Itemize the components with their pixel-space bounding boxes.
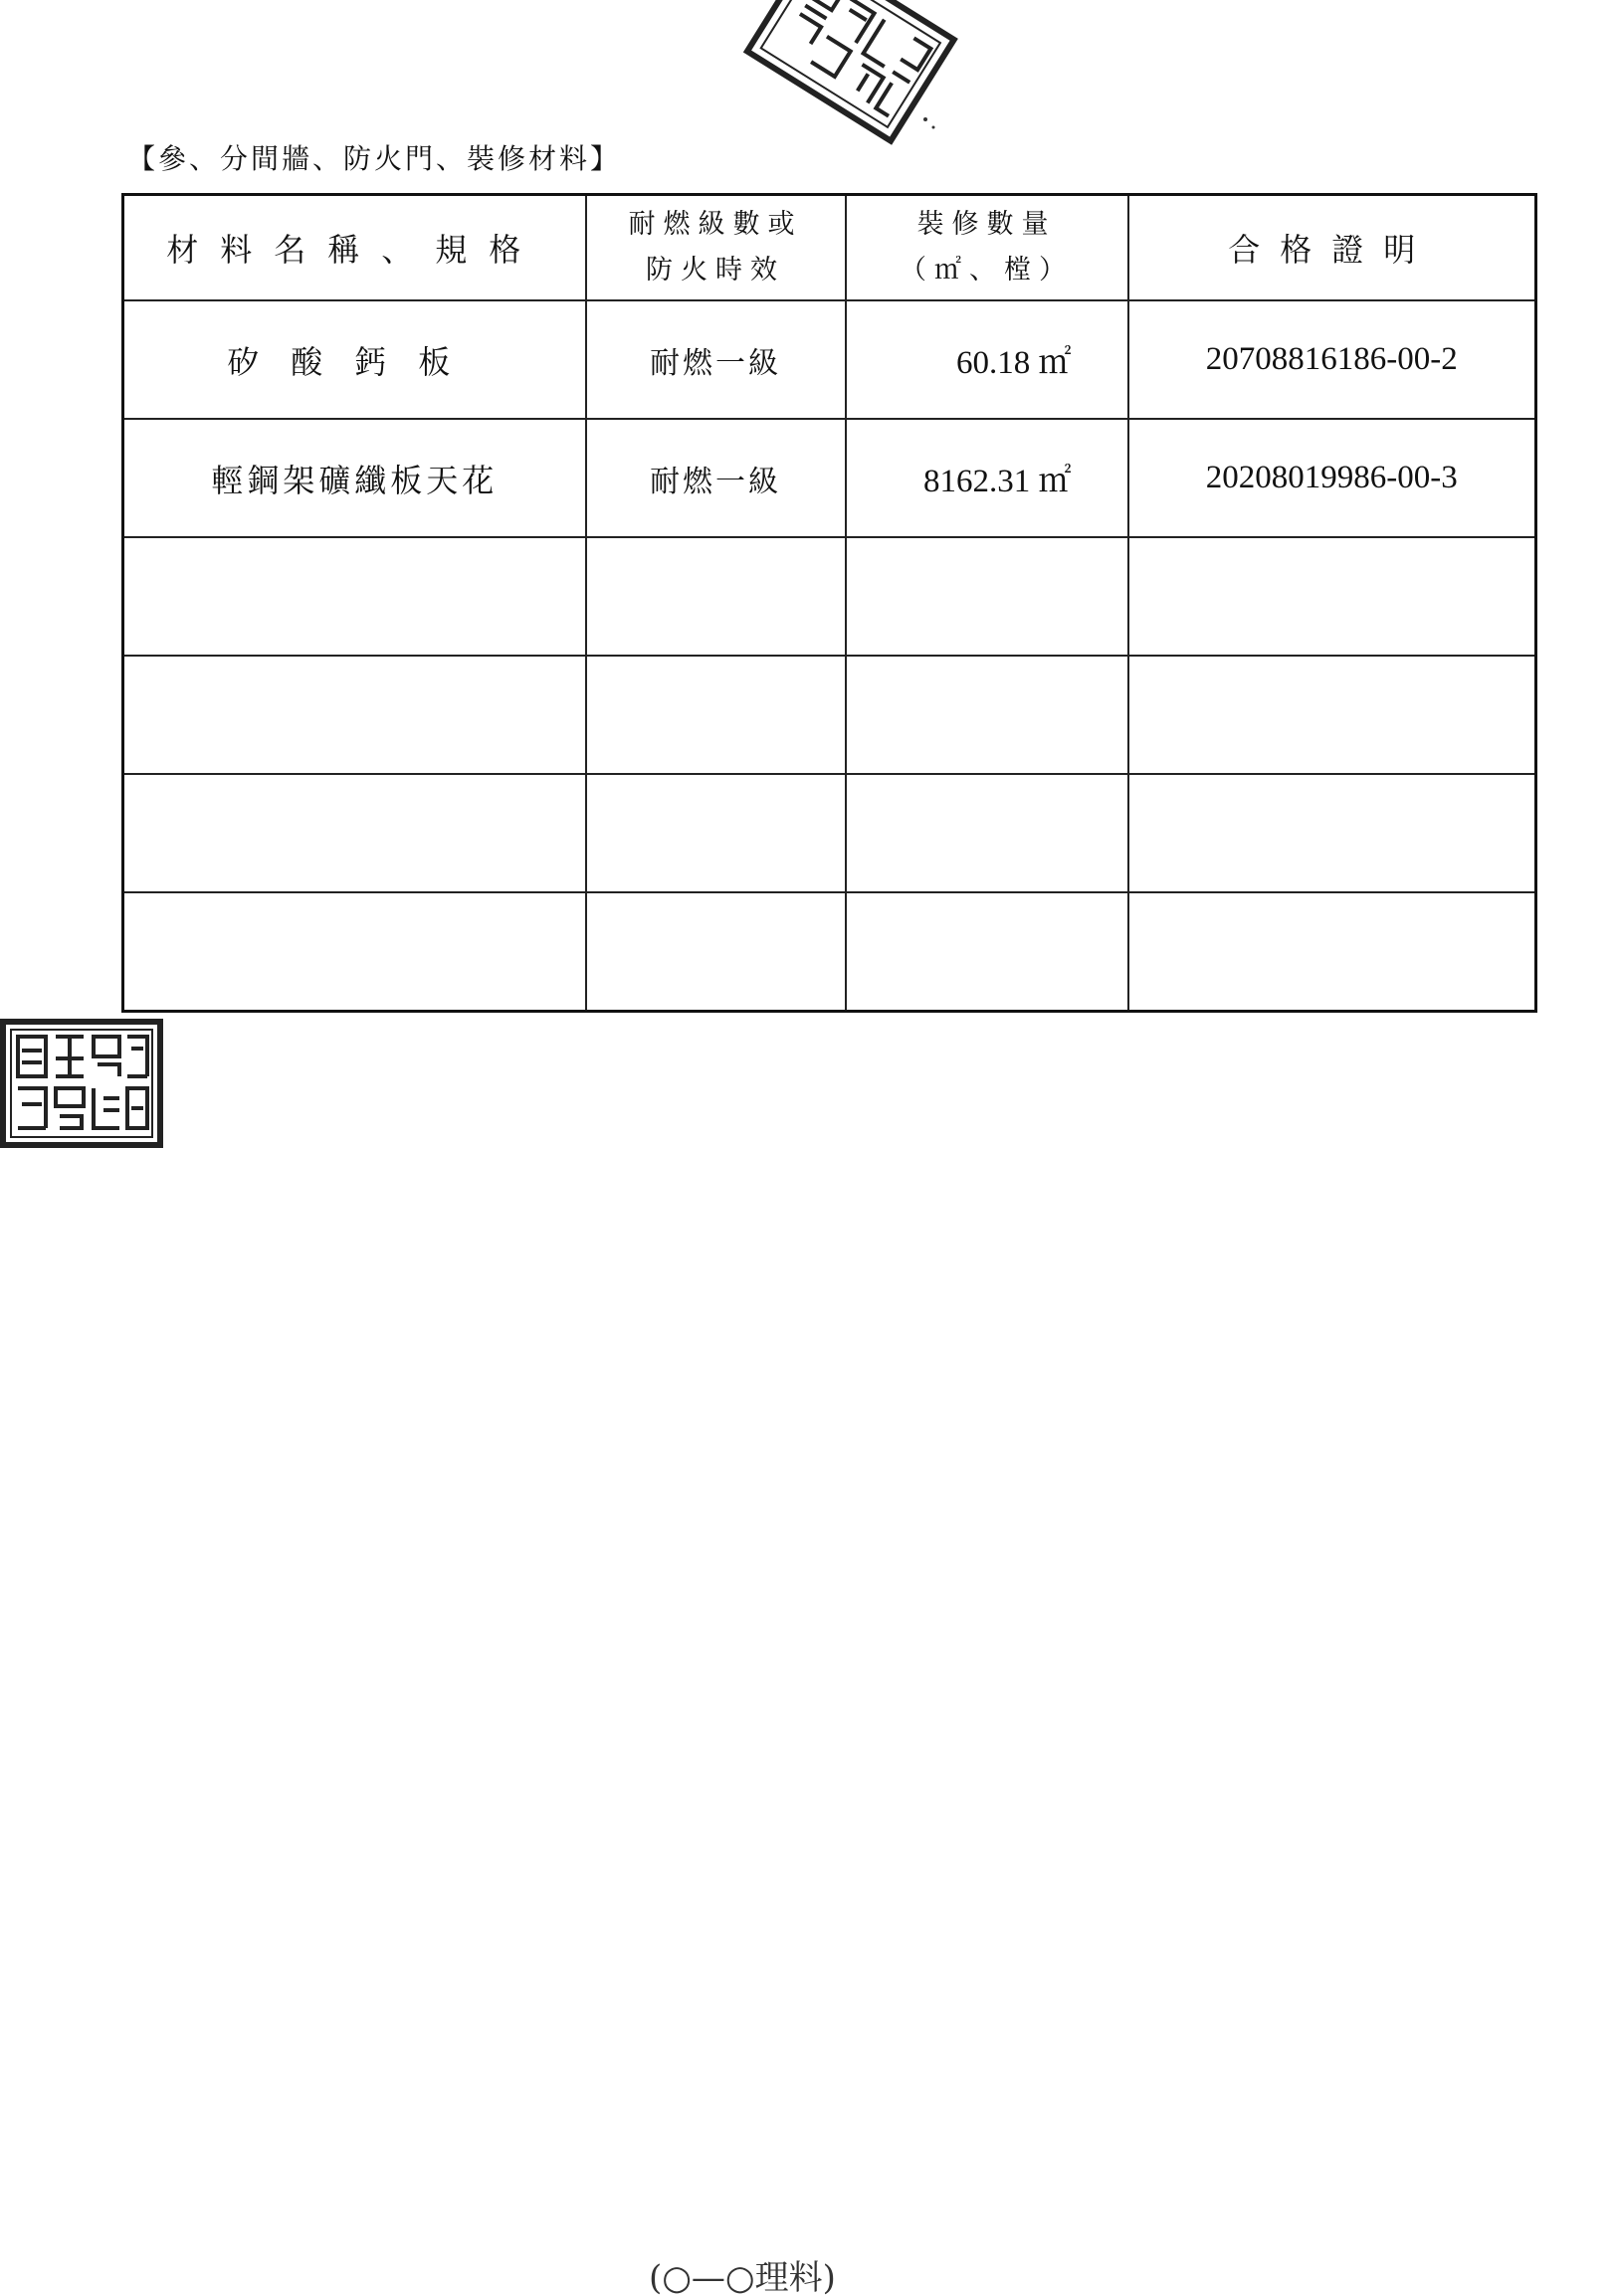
cell-quantity (846, 537, 1128, 656)
cell-certificate: 20708816186-00-2 (1128, 300, 1536, 419)
cell-quantity (846, 656, 1128, 774)
cell-fire-grade (586, 774, 846, 892)
cell-fire-grade: 耐燃一級 (586, 419, 846, 537)
header-quantity (846, 195, 1128, 301)
table-row (123, 419, 1536, 537)
cell-quantity (846, 892, 1128, 1012)
seal-stamp-footer: (○—○理料) (649, 2258, 836, 2296)
header-quantity-line1: 裝修數量 (916, 209, 1057, 240)
seal-stamp-top (697, 0, 975, 149)
cell-material-name: 矽酸鈣板 (123, 300, 586, 419)
cell-fire-grade (586, 537, 846, 656)
header-quantity-line2: （㎡、樘） (900, 255, 1074, 286)
header-material-name (123, 195, 586, 301)
header-certificate-label: 合格證明 (1228, 231, 1436, 269)
table-row (123, 537, 1536, 656)
table-row (123, 892, 1536, 1012)
header-certificate (1128, 195, 1536, 301)
header-fire-grade (586, 195, 846, 301)
header-fire-grade-line2: 防火時效 (646, 255, 785, 286)
cell-certificate: 20208019986-00-3 (1128, 419, 1536, 537)
materials-table (121, 193, 1537, 1013)
cell-quantity: 8162.31 ㎡ (846, 419, 1128, 537)
cell-certificate (1128, 537, 1536, 656)
cell-certificate (1128, 656, 1536, 774)
section-title: 【參、分間牆、防火門、裝修材料】 (127, 142, 622, 175)
cell-fire-grade (586, 892, 846, 1012)
cell-material-name (123, 537, 586, 656)
cell-fire-grade: 耐燃一級 (586, 300, 846, 419)
cell-quantity (846, 774, 1128, 892)
header-fire-grade-line1: 耐燃級數或 (628, 209, 803, 240)
cell-quantity: 60.18 ㎡ (846, 300, 1128, 419)
cell-certificate (1128, 892, 1536, 1012)
cell-material-name (123, 892, 586, 1012)
seal-stamp-left (0, 1019, 165, 1150)
header-material-name-label: 材料名稱、規格 (166, 231, 543, 269)
cell-fire-grade (586, 656, 846, 774)
table-header-row (123, 195, 1536, 301)
cell-certificate (1128, 774, 1536, 892)
table-row (123, 300, 1536, 419)
cell-material-name: 輕鋼架礦纖板天花 (123, 419, 586, 537)
cell-material-name (123, 656, 586, 774)
table-row (123, 656, 1536, 774)
cell-material-name (123, 774, 586, 892)
table-row (123, 774, 1536, 892)
